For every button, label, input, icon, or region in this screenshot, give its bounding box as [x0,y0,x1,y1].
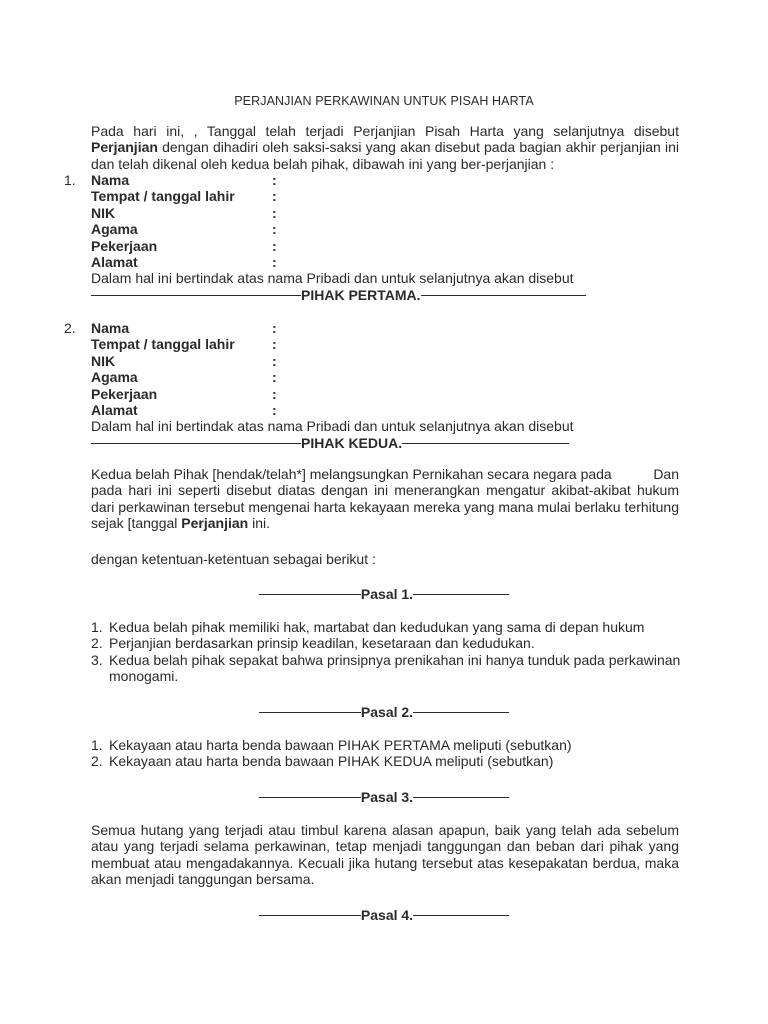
dash-rule [259,712,361,713]
field-colon: : [272,221,277,238]
field-colon: : [272,253,277,270]
party-fields [91,172,586,303]
list-item [91,737,681,753]
dash-rule [413,594,509,595]
article-2-list [91,737,681,770]
field-nama [91,320,574,336]
field-label: NIK [91,204,116,221]
field-tempat-tanggal-lahir [91,188,586,204]
field-colon: : [272,385,277,402]
field-agama [91,221,586,237]
field-nik [91,353,574,369]
field-label: Tempat / tanggal lahir [91,336,235,353]
marriage-body-text: pada hari ini seperti disebut diatas dengan ini menerangkan mengatur akibat-akibat hukum dari perkawinan tersebut mengenai harta kekayaan mereka yang mana mulai berlaku terhitung sejak [tanggal [91,482,679,532]
list-item [91,652,681,685]
dash-rule [402,443,569,444]
list-item [91,619,681,635]
field-label: Alamat [91,401,138,418]
intro-bold-term: Perjanjian [91,139,158,156]
marriage-text-start: Kedua belah Pihak [hendak/telah*] melangsungkan Pernikahan secara negara pada [91,466,612,482]
field-colon: : [272,320,277,336]
provisions-intro: dengan ketentuan-ketentuan sebagai berikut : [91,551,376,567]
document-title: PERJANJIAN PERKAWINAN UNTUK PISAH HARTA [234,94,534,108]
intro-text-start: Pada hari ini, , Tanggal telah terjadi Perjanjian Pisah Harta yang selanjutnya disebut [91,123,679,139]
article-3-text: Semua hutang yang terjadi atau timbul karena alasan apapun, baik yang telah ada sebelum atau yang terjadi selama perkawinan, tetap menjadi tanggungan dan beban dari pihak yang membuat atau mengadakannya. Kecuali jika hutang tersebut atas kesepakatan berdua, maka akan menjadi tanggungan bersama. [91,822,679,888]
field-agama [91,369,574,385]
article-title: Pasal 3. [360,789,414,805]
party-designation: PIHAK KEDUA. [301,434,403,451]
field-label: Alamat [91,253,138,270]
article-heading-1 [0,586,768,602]
marriage-bold-term: Perjanjian [181,515,249,532]
field-label: NIK [91,352,116,369]
list-text: Perjanjian berdasarkan prinsip keadilan, kesetaraan dan kedudukan. [109,635,535,652]
list-item [91,753,681,769]
field-label: Nama [91,172,130,188]
article-1-list [91,619,681,685]
field-colon: : [272,369,277,386]
party-number: 2. [64,320,76,336]
dash-rule [91,443,301,444]
field-nik [91,205,586,221]
marriage-first-line [91,466,679,482]
field-label: Agama [91,221,138,238]
list-text: Kedua belah pihak memiliki hak, martabat dan kedudukan yang sama di depan hukum [109,619,645,635]
field-label: Nama [91,320,130,336]
article-title: Pasal 4. [360,907,414,923]
list-number: 2. [91,635,103,652]
dash-rule [413,797,509,798]
dash-rule [91,295,301,296]
article-heading-2 [0,704,768,720]
marriage-body-end: ini. [248,515,271,532]
field-colon: : [272,172,277,188]
field-alamat [91,254,586,270]
field-colon: : [272,188,277,205]
list-text: Kekayaan atau harta benda bawaan PIHAK KEDUA meliputi (sebutkan) [109,753,554,770]
party-statement: Dalam hal ini bertindak atas nama Pribadi dan untuk selanjutnya akan disebut [91,270,574,287]
dash-rule [413,915,509,916]
intro-paragraph [91,123,679,172]
dash-rule [259,594,361,595]
field-colon: : [272,204,277,221]
list-text: Kedua belah pihak sepakat bahwa prinsipnya prenikahan ini hanya tunduk pada perkawinan monogami. [109,651,681,685]
field-label: Pekerjaan [91,385,158,402]
field-label: Tempat / tanggal lahir [91,188,235,205]
list-number: 2. [91,753,103,770]
dash-rule [413,712,509,713]
field-nama [91,172,586,188]
field-pekerjaan [91,386,574,402]
party-designation: PIHAK PERTAMA. [301,286,421,303]
marriage-text-end-word: Dan [653,466,679,482]
article-title: Pasal 1. [360,586,414,602]
field-pekerjaan [91,238,586,254]
dash-rule [421,295,586,296]
list-item [91,635,681,651]
list-text: Kekayaan atau harta benda bawaan PIHAK PERTAMA meliputi (sebutkan) [109,737,572,753]
list-number: 1. [91,619,103,635]
field-tempat-tanggal-lahir [91,336,574,352]
party-statement: Dalam hal ini bertindak atas nama Pribadi dan untuk selanjutnya akan disebut [91,418,574,435]
list-number: 3. [91,651,103,668]
marriage-body [91,482,679,531]
field-colon: : [272,336,277,353]
intro-text-end: dengan dihadiri oleh saksi-saksi yang akan disebut pada bagian akhir perjanjian ini dan telah dikenal oleh kedua belah pihak, dibawah ini yang ber-perjanjian : [91,139,679,172]
field-colon: : [272,352,277,369]
party-designation-line [91,435,574,451]
field-alamat [91,402,574,418]
marriage-paragraph [91,466,679,532]
article-heading-4 [0,907,768,923]
party-number: 1. [64,172,76,188]
party-designation-line [91,287,586,303]
field-label: Agama [91,369,138,386]
dash-rule [259,797,361,798]
dash-rule [259,915,361,916]
article-heading-3 [0,789,768,805]
party-fields [91,320,574,451]
list-number: 1. [91,737,103,753]
field-label: Pekerjaan [91,237,158,254]
article-title: Pasal 2. [360,704,414,720]
field-colon: : [272,237,277,254]
field-colon: : [272,401,277,418]
